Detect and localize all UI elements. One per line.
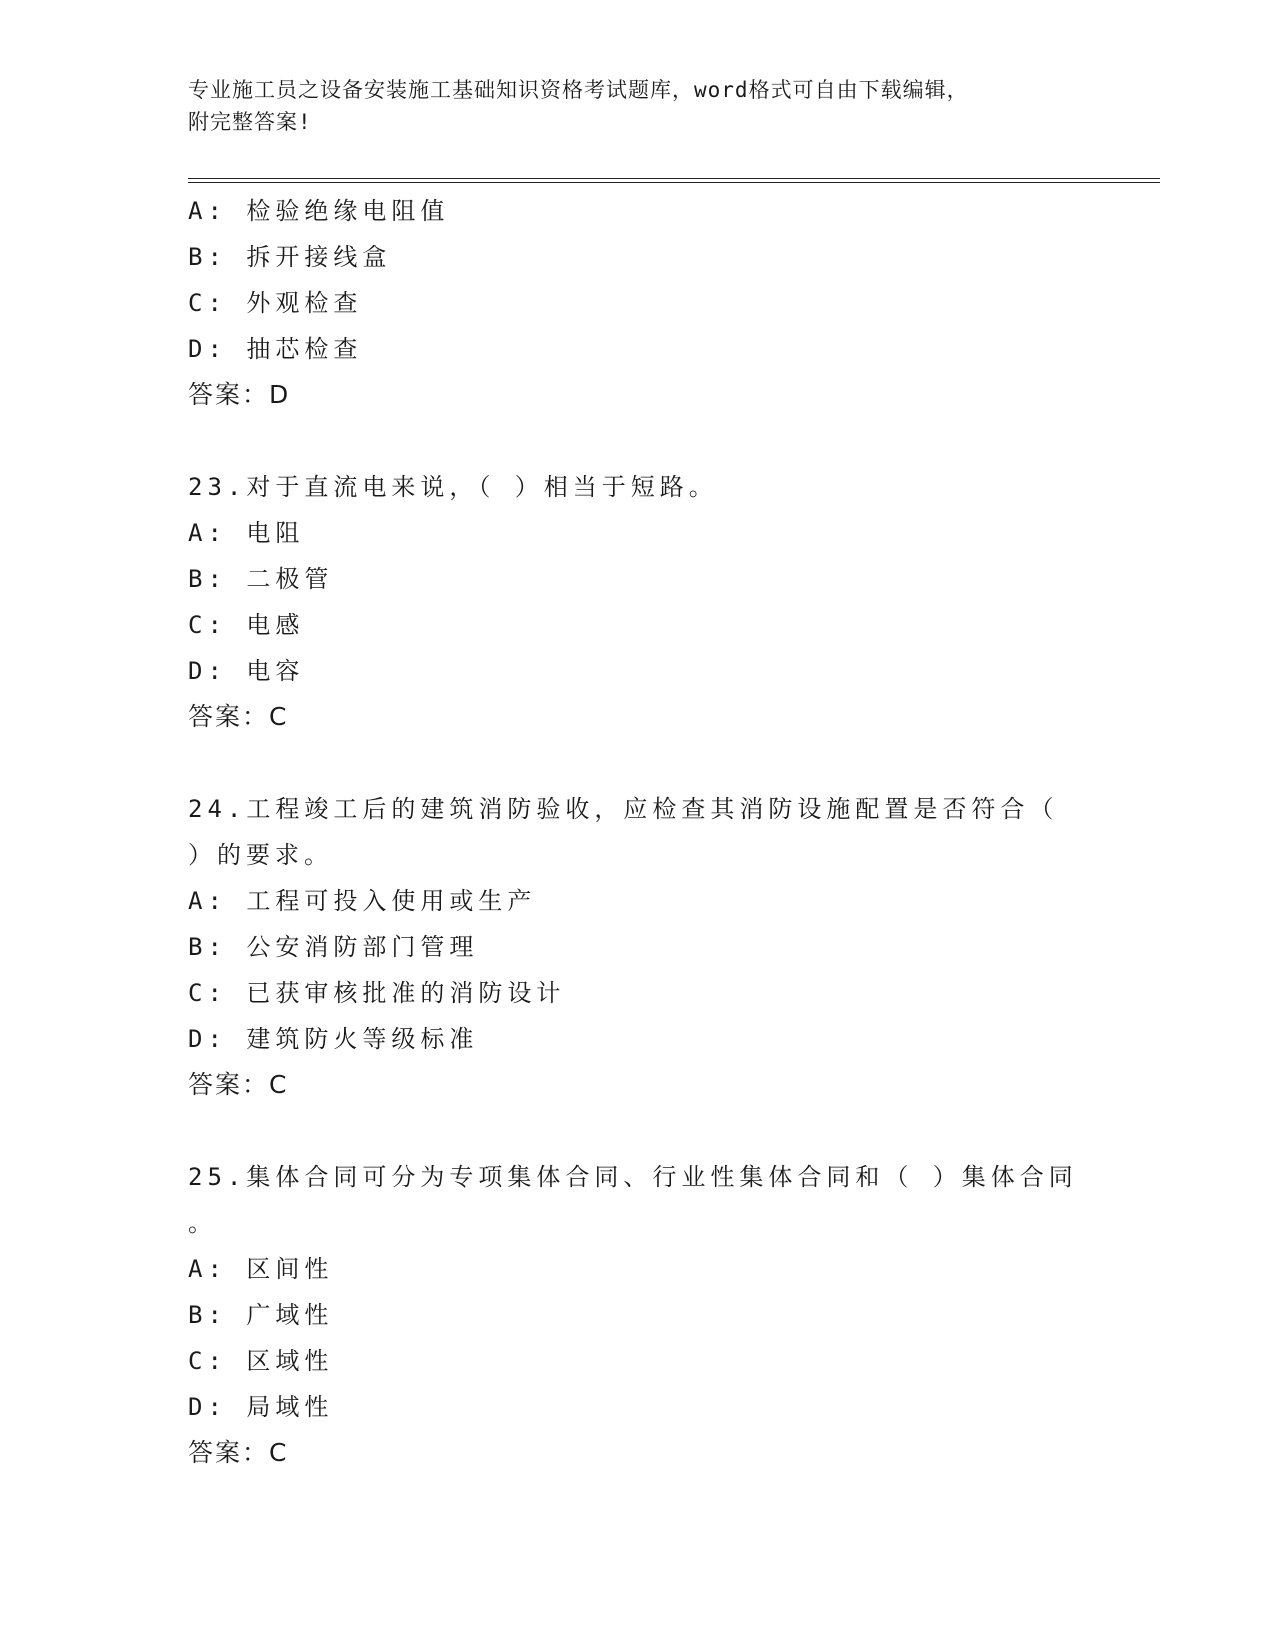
option-c: C: 外观检查 — [188, 289, 363, 317]
question-25 — [188, 1154, 1088, 1476]
question-text-line-2: ）的要求。 — [188, 841, 333, 869]
document-header — [188, 74, 1068, 138]
question-24 — [188, 786, 1088, 1108]
option-b: B: 拆开接线盒 — [188, 243, 392, 271]
option-a: A: 区间性 — [188, 1255, 334, 1283]
question-list — [188, 188, 1088, 1476]
question-text-line-1: 25.集体合同可分为专项集体合同、行业性集体合同和（ ）集体合同 — [188, 1163, 1078, 1191]
option-c: C: 已获审核批准的消防设计 — [188, 979, 566, 1007]
header-divider — [188, 178, 1160, 183]
answer: 答案：D — [188, 380, 291, 409]
answer: 答案：C — [188, 702, 289, 731]
answer: 答案：C — [188, 1438, 289, 1467]
option-c: C: 电感 — [188, 611, 305, 639]
option-b: B: 二极管 — [188, 565, 334, 593]
option-d: D: 抽芯检查 — [188, 335, 363, 363]
option-d: D: 建筑防火等级标准 — [188, 1025, 479, 1053]
option-b: B: 公安消防部门管理 — [188, 933, 479, 961]
question-23 — [188, 464, 1088, 740]
option-a: A: 工程可投入使用或生产 — [188, 887, 537, 915]
question-22 — [188, 188, 1088, 418]
question-text-line-1: 24.工程竣工后的建筑消防验收，应检查其消防设施配置是否符合（ — [188, 795, 1059, 823]
question-text: 23.对于直流电来说，（ ）相当于短路。 — [188, 473, 718, 501]
option-b: B: 广域性 — [188, 1301, 334, 1329]
question-text-line-2: 。 — [188, 1209, 217, 1237]
option-a: A: 电阻 — [188, 519, 305, 547]
answer: 答案：C — [188, 1070, 289, 1099]
option-a: A: 检验绝缘电阻值 — [188, 197, 450, 225]
header-line-1: 专业施工员之设备安装施工基础知识资格考试题库，word格式可自由下载编辑， — [188, 78, 969, 102]
option-d: D: 电容 — [188, 657, 305, 685]
header-line-2: 附完整答案! — [188, 110, 312, 134]
option-c: C: 区域性 — [188, 1347, 334, 1375]
option-d: D: 局域性 — [188, 1393, 334, 1421]
